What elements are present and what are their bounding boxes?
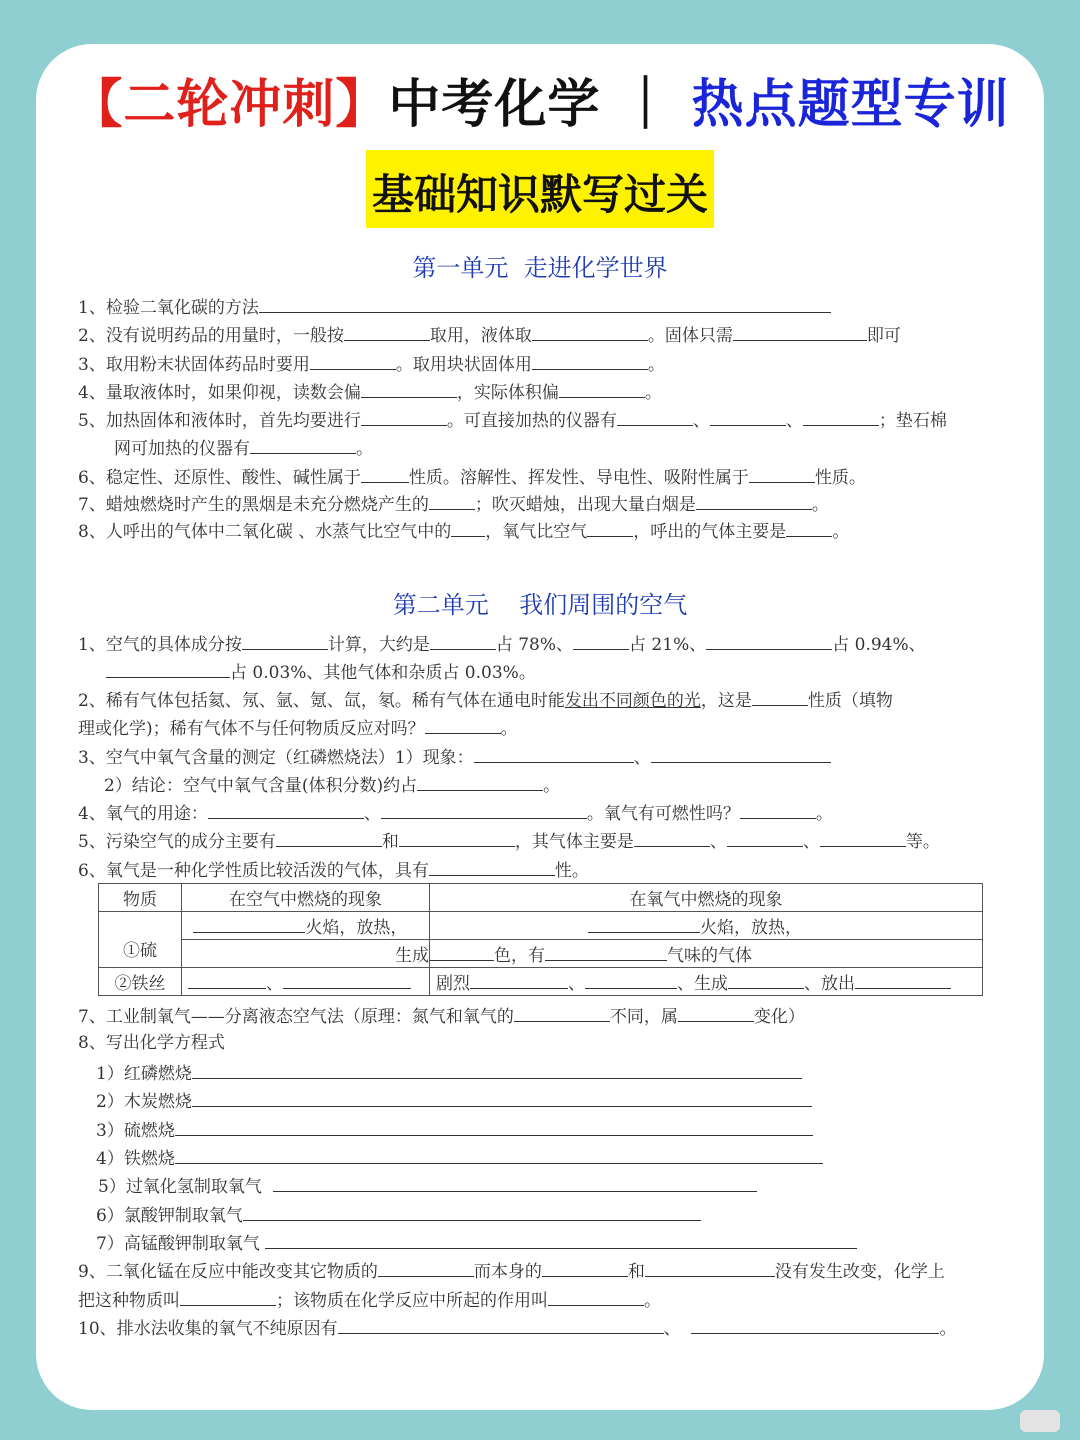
- blank[interactable]: [399, 829, 515, 847]
- subtitle-wrap: [0, 150, 1080, 228]
- blank[interactable]: [691, 1316, 939, 1334]
- unit1-title: 第一单元 走进化学世界: [412, 254, 668, 282]
- blank[interactable]: [283, 971, 411, 989]
- u1-q8: 8、人呼出的气体中二氧化碳 、水蒸气比空气中的 ，氧气比空气 ，呼出的气体主要是 。: [78, 519, 849, 543]
- u2-q4: 4、氧气的用途： 、 。氧气有可燃性吗？ 。: [78, 801, 833, 825]
- blank[interactable]: [430, 943, 494, 961]
- blank[interactable]: [545, 943, 667, 961]
- header-in-air: 在空气中燃烧的现象: [182, 884, 430, 912]
- blank[interactable]: [243, 1203, 701, 1221]
- eq-red-phosphorus: 1）红磷燃烧: [96, 1061, 802, 1085]
- u1-q1: 1、检验二氧化碳的方法: [78, 295, 831, 319]
- blank[interactable]: [276, 829, 382, 847]
- eq-potassium-permanganate: 7）高锰酸钾制取氧气: [96, 1231, 857, 1255]
- blank[interactable]: [786, 519, 832, 537]
- blank[interactable]: [733, 323, 867, 341]
- blank[interactable]: [193, 915, 305, 933]
- blank[interactable]: [470, 971, 568, 989]
- blank[interactable]: [740, 801, 816, 819]
- u2-q7: 7、工业制氧气——分离液态空气法（原理：氮气和氧气的 不同，属 变化）: [78, 1004, 805, 1028]
- title-subject: 中考化学 ｜: [388, 75, 692, 135]
- blank[interactable]: [361, 465, 409, 483]
- table-row: [99, 940, 983, 968]
- iron-label: ②铁丝: [99, 968, 182, 996]
- blank[interactable]: [106, 660, 230, 678]
- sulfur-gas: 色，有 气味的气体: [430, 940, 983, 968]
- subtitle: 基础知识默写过关: [366, 150, 714, 228]
- sulfur-air-flame: 火焰，放热，: [182, 912, 430, 940]
- u2-q1: 1、空气的具体成分按 计算，大约是 占 78%、 占 21%、 占 0.94%、: [78, 632, 926, 656]
- blank[interactable]: [651, 745, 831, 763]
- blank[interactable]: [361, 408, 447, 426]
- sulfur-label: ①硫: [99, 912, 182, 968]
- title-topic: 热点题型专训: [691, 75, 1010, 135]
- u2-q9-cont: 把这种物质叫 ；该物质在化学反应中所起的作用叫 。: [78, 1288, 661, 1312]
- u2-q2: 2、稀有气体包括氦、氖、氩、氪、氙，氡。稀有气体在通电时能发出不同颜色的光，这是 性质（填物: [78, 688, 893, 712]
- blank[interactable]: [310, 352, 396, 370]
- blank[interactable]: [180, 1288, 276, 1306]
- u1-q4: 4、量取液体时，如果仰视，读数会偏 ，实际体积偏 。: [78, 380, 662, 404]
- blank[interactable]: [474, 745, 634, 763]
- header-in-oxygen: 在氧气中燃烧的现象: [430, 884, 983, 912]
- blank[interactable]: [696, 492, 812, 510]
- blank[interactable]: [344, 323, 430, 341]
- blank[interactable]: [259, 295, 831, 313]
- eq-sulfur: 3）硫燃烧: [96, 1118, 813, 1142]
- blank[interactable]: [727, 829, 803, 847]
- blank[interactable]: [678, 1004, 754, 1022]
- blank[interactable]: [573, 632, 629, 650]
- title-tag: 【二轮冲刺】: [70, 75, 389, 135]
- u1-q5: 5、加热固体和液体时，首先均要进行 。可直接加热的仪器有 、 、 ；垫石棉: [78, 408, 947, 432]
- blank[interactable]: [192, 1089, 812, 1107]
- sulfur-oxygen-flame: 火焰，放热，: [430, 912, 983, 940]
- blank[interactable]: [242, 632, 328, 650]
- blank[interactable]: [728, 971, 804, 989]
- blank[interactable]: [749, 465, 815, 483]
- sulfur-produce: 生成: [182, 940, 430, 968]
- blank[interactable]: [188, 971, 266, 989]
- blank[interactable]: [429, 858, 555, 876]
- blank[interactable]: [548, 1288, 644, 1306]
- u2-q6: 6、氧气是一种化学性质比较活泼的气体，具有 性。: [78, 858, 589, 882]
- u2-q10: 10、排水法收集的氧气不纯原因有 、 。: [78, 1316, 956, 1340]
- iron-air: 、: [182, 968, 430, 996]
- blank[interactable]: [645, 1259, 775, 1277]
- blank[interactable]: [429, 492, 475, 510]
- unit2-title: 第二单元 我们周围的空气: [392, 591, 688, 619]
- blank[interactable]: [430, 632, 496, 650]
- blank[interactable]: [617, 408, 693, 426]
- u2-q3-cont: 2）结论：空气中氧气含量(体积分数)约占 。: [104, 773, 560, 797]
- u1-q7: 7、蜡烛燃烧时产生的黑烟是未充分燃烧产生的 ；吹灭蜡烛，出现大量白烟是 。: [78, 492, 829, 516]
- blank[interactable]: [710, 408, 786, 426]
- u2-q3: 3、空气中氧气含量的测定（红磷燃烧法）1）现象： 、: [78, 745, 831, 769]
- u2-q5: 5、污染空气的成分主要有 和 ，其气体主要是 、 、 等。: [78, 829, 940, 853]
- blank[interactable]: [361, 380, 457, 398]
- u1-q5-cont: 网可加热的仪器有 。: [114, 436, 373, 460]
- table-row: [99, 968, 983, 996]
- blank[interactable]: [588, 915, 700, 933]
- u1-q6: 6、稳定性、还原性、酸性、碱性属于 性质。溶解性、挥发性、导电性、吸附性属于 性质。: [78, 465, 866, 489]
- blank[interactable]: [381, 801, 587, 819]
- combustion-table: [98, 883, 983, 996]
- blank[interactable]: [175, 1146, 823, 1164]
- blank[interactable]: [706, 632, 832, 650]
- iron-oxygen: 剧烈 、 、生成 、放出: [430, 968, 983, 996]
- u2-q2-cont: 理或化学)；稀有气体不与任何物质反应对吗？ 。: [78, 716, 518, 740]
- eq-hydrogen-peroxide: 5）过氧化氢制取氧气: [98, 1174, 757, 1198]
- blank[interactable]: [425, 716, 501, 734]
- page-title: [0, 62, 1080, 137]
- blank[interactable]: [585, 971, 677, 989]
- eq-charcoal: 2）木炭燃烧: [96, 1089, 812, 1113]
- table-row: [99, 884, 983, 912]
- blank[interactable]: [634, 829, 710, 847]
- blank[interactable]: [532, 323, 648, 341]
- blank[interactable]: [855, 971, 951, 989]
- blank[interactable]: [451, 519, 485, 537]
- blank[interactable]: [542, 1259, 628, 1277]
- corner-mark: [1020, 1410, 1060, 1432]
- u2-q8: 8、写出化学方程式: [78, 1033, 225, 1053]
- blank[interactable]: [250, 436, 356, 454]
- eq-iron: 4）铁燃烧: [96, 1146, 823, 1170]
- blank[interactable]: [378, 1259, 474, 1277]
- blank[interactable]: [417, 773, 543, 791]
- header-substance: 物质: [99, 884, 182, 912]
- blank[interactable]: [192, 1061, 802, 1079]
- u2-q1-cont: 占 0.03%、其他气体和杂质占 0.03%。: [106, 660, 536, 684]
- blank[interactable]: [587, 519, 633, 537]
- blank[interactable]: [265, 1231, 857, 1249]
- blank[interactable]: [175, 1118, 813, 1136]
- blank[interactable]: [514, 1004, 610, 1022]
- table-row: [99, 912, 983, 940]
- blank[interactable]: [559, 380, 645, 398]
- blank[interactable]: [338, 1316, 664, 1334]
- blank[interactable]: [803, 408, 879, 426]
- blank[interactable]: [820, 829, 906, 847]
- blank[interactable]: [208, 801, 364, 819]
- u1-q3: 3、取用粉末状固体药品时要用 。取用块状固体用 。: [78, 352, 665, 376]
- u1-q2: 2、没有说明药品的用量时，一般按 取用，液体取 。固体只需 即可: [78, 323, 901, 347]
- blank[interactable]: [273, 1174, 757, 1192]
- blank[interactable]: [532, 352, 648, 370]
- eq-potassium-chlorate: 6）氯酸钾制取氧气: [96, 1203, 701, 1227]
- u2-q9: 9、二氧化锰在反应中能改变其它物质的 而本身的 和 没有发生改变，化学上: [78, 1259, 945, 1283]
- blank[interactable]: [752, 688, 808, 706]
